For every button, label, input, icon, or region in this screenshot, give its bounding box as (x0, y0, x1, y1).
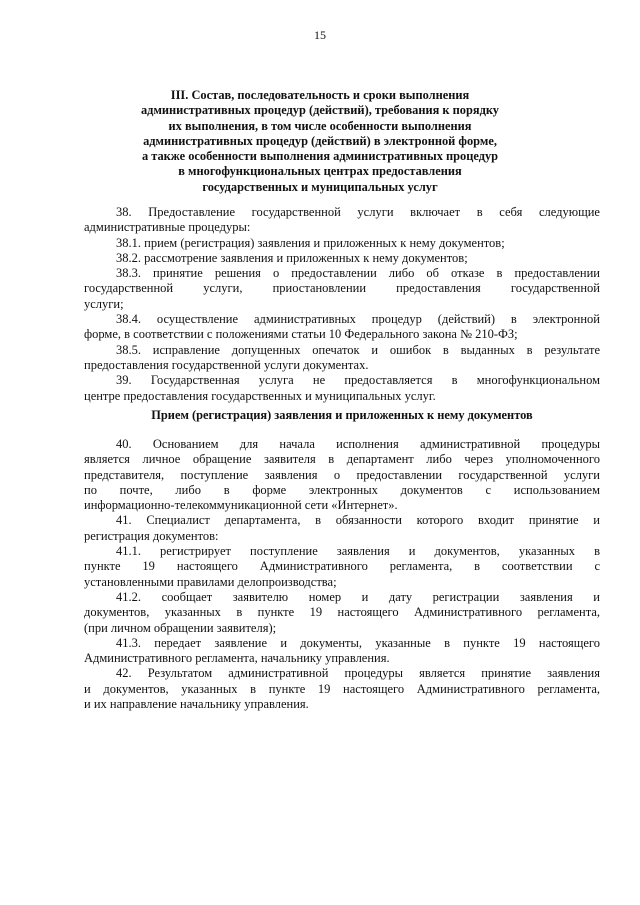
section-title-line: III. Состав, последовательность и сроки выполнения (170, 88, 470, 102)
text-line: по почте, либо в форме электронных документов с использованием (84, 482, 600, 497)
text-line: 41. Специалист департамента, в обязанности которого входит принятие и (116, 513, 600, 528)
text-line: 40. Основанием для начала исполнения административной процедуры (116, 437, 600, 451)
section-title-line: административных процедур (действий), требования к порядку (140, 103, 499, 118)
section-title-line: в многофункциональных центрах предоставления (178, 164, 462, 179)
text-line: регистрация документов: (84, 528, 219, 543)
text-line: 38. Предоставление государственной услуги включает в себя следующие (116, 205, 600, 219)
text-line: Административного регламента, начальнику управления. (84, 651, 390, 666)
section-title-line: а также особенности выполнения административных процедур (141, 149, 499, 164)
text-line: административные процедуры: (84, 220, 251, 235)
text-line: представителя, поступление заявления о предоставлении государственной услуги (84, 467, 600, 482)
text-line: и документов, указанных в пункте 19 настоящего Административного регламента, (84, 681, 600, 696)
section-title (120, 88, 520, 195)
text-line: услуги; (84, 296, 124, 311)
text-line: установленными правилами делопроизводства; (84, 574, 337, 589)
text-line: 38.4. осуществление административных процедур (действий) в электронной (116, 312, 600, 327)
text-line: 38.2. рассмотрение заявления и приложенных к нему документов; (116, 250, 468, 265)
text-line: пункте 19 настоящего Административного регламента, в соответствии с (84, 559, 600, 574)
text-line: 38.3. принятие решения о предоставлении либо об отказе в предоставлении (116, 266, 600, 281)
section-title-line: их выполнения, в том числе особенности выполнения (168, 118, 472, 133)
text-line: 38.5. исправление допущенных опечаток и ошибок в выданных в результате (116, 342, 600, 357)
text-line: 39. Государственная услуга не предоставляется в многофункциональном (116, 373, 600, 388)
procedures-list (84, 205, 600, 404)
section-title-line: административных процедур (действий) в электронной форме, (143, 133, 497, 148)
text-line: информационно-телекоммуникационной сети «Интернет». (84, 498, 398, 513)
text-line: 42. Результатом административной процедуры является принятие заявления (116, 666, 600, 681)
text-line: и их направление начальнику управления. (84, 697, 309, 712)
text-line: центре предоставления государственных и муниципальных услуг. (84, 388, 436, 403)
text-line: 41.3. передает заявление и документы, указанные в пункте 19 настоящего (116, 635, 600, 650)
reception-paragraphs (84, 437, 600, 712)
text-line: 38.1. прием (регистрация) заявления и приложенных к нему документов; (116, 235, 505, 250)
text-line: (при личном обращении заявителя); (84, 620, 277, 635)
text-line: 41.2. сообщает заявителю номер и дату регистрации заявления и (116, 589, 600, 604)
text-line: 41.1. регистрирует поступление заявления и документов, указанных в (116, 544, 600, 559)
text-line: является личное обращение заявителя в департамент либо через уполномоченного (84, 452, 600, 467)
text-line: предоставления государственной услуги документах. (84, 357, 369, 372)
section-title-line: государственных и муниципальных услуг (202, 179, 438, 194)
subsection-heading: Прием (регистрация) заявления и приложенных к нему документов (151, 408, 533, 422)
page-number: 15 (314, 28, 326, 42)
text-line: документов, указанных в пункте 19 настоящего Административного регламента, (84, 605, 600, 620)
text-line: форме, в соответствии с положениями статьи 10 Федерального закона № 210-ФЗ; (84, 327, 518, 342)
text-line: государственной услуги, приостановлении предоставления государственной (84, 281, 600, 296)
